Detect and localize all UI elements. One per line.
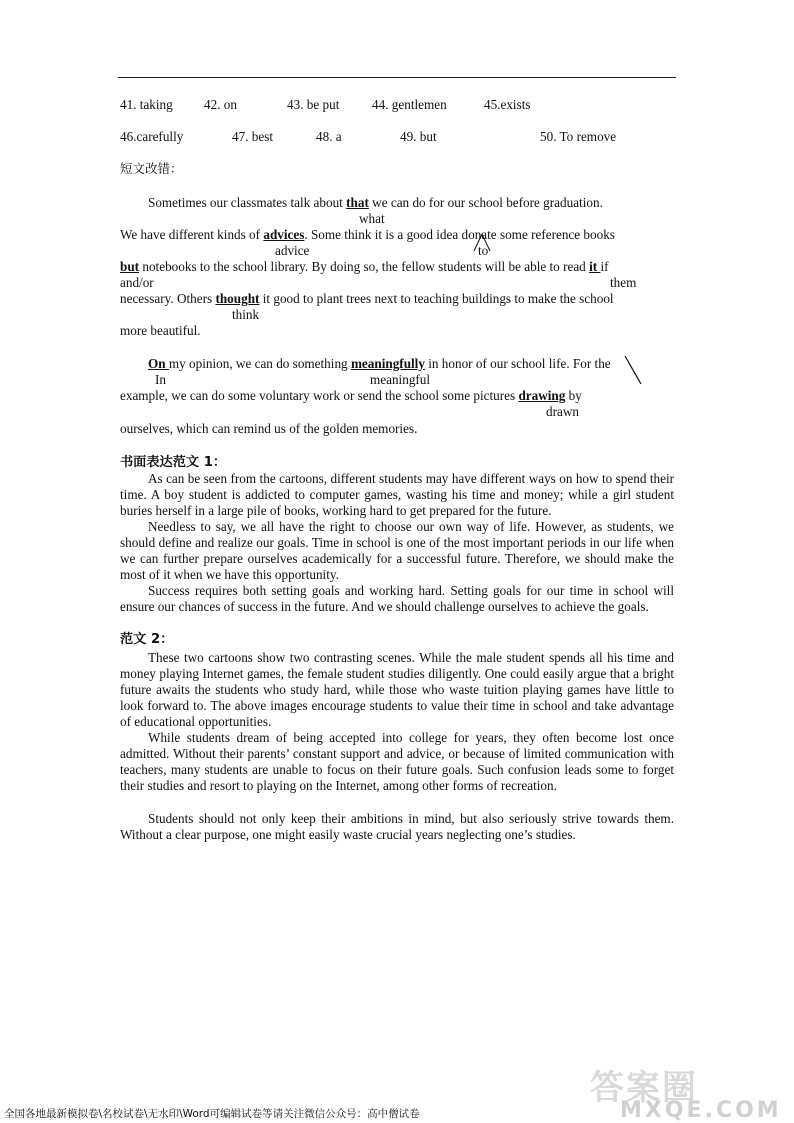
correction-drawn: drawn: [546, 404, 579, 419]
correction-meaningful: meaningful: [370, 372, 431, 387]
answer-43: 43. be put: [287, 97, 340, 112]
text: example, we can do some voluntary work or send the school some pictures: [120, 388, 519, 403]
answer-47: 47. best: [232, 129, 274, 144]
error-word: thought: [215, 291, 260, 306]
correction-in: In: [155, 372, 166, 387]
error-word: but: [120, 259, 140, 274]
footer-note: 全国各地最新模拟卷\名校试卷\无水印\Word可编辑试卷等请关注微信公众号：高中僧试卷: [4, 1108, 420, 1120]
watermark-logo-text: 答案圈: [590, 1068, 698, 1108]
error-word: On: [148, 356, 169, 371]
error-word: it: [589, 259, 601, 274]
text: necessary. Others: [120, 291, 216, 306]
answer-45: 45.exists: [484, 97, 531, 112]
text: if: [600, 259, 609, 274]
error-word: drawing: [518, 388, 566, 403]
text: in honor of our school life. For the: [424, 356, 611, 371]
text: Sometimes our classmates talk about: [148, 195, 347, 210]
correction-what: what: [359, 211, 385, 226]
correction-and-or: and/or: [120, 275, 154, 290]
text: We have different kinds of: [120, 227, 264, 242]
text: it good to plant trees next to teaching buildings to make the school: [259, 291, 614, 306]
correction-to: to: [478, 243, 489, 258]
answer-44: 44. gentlemen: [372, 97, 447, 112]
essay2-paragraph-1: These two cartoons show two contrasting scenes. While the male student spends all his time and money playing Internet games, the female student studies diligently. One could easily argue that a bright future awaits the students who study hard, while those who waste tuition playing games have little to look forward to. The above images encourage students to value their time in school and take advantage of educational opportunities.: [120, 650, 674, 729]
text: my opinion, we can do something: [168, 356, 351, 371]
answer-42: 42. on: [204, 97, 237, 112]
answer-46: 46.carefully: [120, 129, 184, 144]
correction-line-8: ourselves, which can remind us of the golden memories.: [120, 421, 418, 436]
watermark-logo-url: MXQE.COM: [620, 1098, 782, 1123]
essay1-paragraph-1: As can be seen from the cartoons, different students may have different ways on how to spend their time. A boy student is addicted to computer games, wasting his time and money; while a girl student buries herself in a large pile of books, working hard to get prepared for the future.: [120, 471, 674, 518]
text: by: [565, 388, 582, 403]
essay1-paragraph-3: Success requires both setting goals and working hard. Setting goals for our time in school will ensure our chances of success in the future. And we should challenge ourselves to achieve the goals.: [120, 583, 674, 614]
correction-heading: 短文改错：: [120, 161, 183, 176]
essay1-paragraph-2: Needless to say, we all have the right to choose our own way of life. However, as students, we should define and realize our goals. Time in school is one of the most important periods in our life when we can further prepare ourselves academically for a successful future. Therefore, we should make the most of it when we have this opportunity.: [120, 519, 674, 582]
correction-think: think: [232, 307, 260, 322]
error-word: advices: [263, 227, 305, 242]
insertion-caret-mark: [474, 234, 490, 251]
error-word: that: [346, 195, 369, 210]
answer-41: 41. taking: [120, 97, 173, 112]
correction-advice: advice: [275, 243, 310, 258]
deletion-slash-mark: [625, 356, 641, 384]
answer-50: 50. To remove: [540, 129, 617, 144]
correction-them: them: [610, 275, 637, 290]
essay1-heading: 书面表达范文 1：: [120, 455, 227, 470]
text: notebooks to the school library. By doing so, the fellow students will be able to read: [139, 259, 590, 274]
correction-line-5: more beautiful.: [120, 323, 201, 338]
answer-48: 48. a: [316, 129, 342, 144]
error-word: meaningfully: [350, 356, 425, 371]
text: . Some think it is a good idea donate some reference books: [304, 227, 615, 242]
essay2-paragraph-3: Students should not only keep their ambitions in mind, but also seriously strive towards them. Without a clear purpose, one might easily waste crucial years neglecting one’s studies.: [120, 811, 674, 842]
text: we can do for our school before graduation.: [368, 195, 603, 210]
answer-49: 49. but: [400, 129, 437, 144]
essay2-heading: 范文 2：: [120, 632, 174, 647]
essay2-paragraph-2: While students dream of being accepted into college for years, they often become lost once admitted. Without their parents’ constant support and advice, or because of limited communication with teachers, many students are unable to focus on their future goals. Such confusion leads some to forget their studies and resort to playing on the Internet, among other forms of recreation.: [120, 730, 674, 793]
